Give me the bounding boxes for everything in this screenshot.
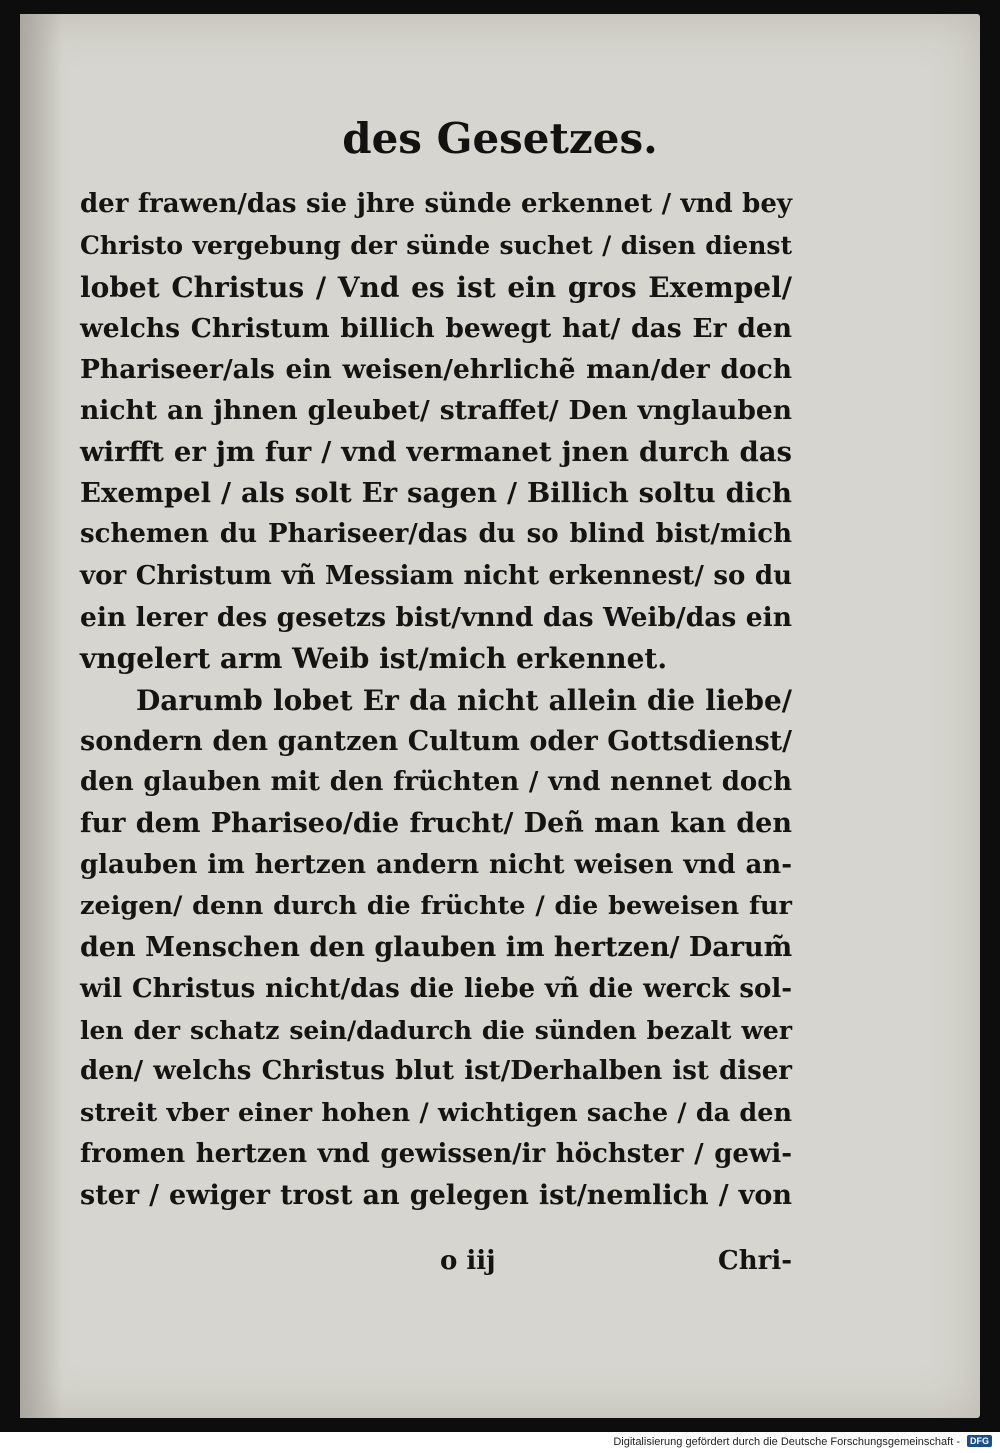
text-line: Christo vergebung der sünde suchet / disen dienst (80, 231, 792, 261)
text-line: sondern den gantzen Cultum oder Gottsdienst/ (80, 725, 792, 757)
text-line: fromen hertzen vnd gewissen/ir höchster / gewi- (80, 1138, 792, 1169)
text-line: wil Christus nicht/das die liebe vñ die werck sol- (80, 973, 792, 1004)
text-line: nicht an jhnen gleubet/ straffet/ Den vnglauben (80, 395, 792, 427)
text-line: vngelert arm Weib ist/mich erkennet. (80, 642, 668, 676)
text-line: zeigen/ denn durch die früchte / die beweisen fur (80, 891, 792, 922)
text-line: welchs Christum billich bewegt hat/ das Er den (80, 312, 792, 344)
dfg-logo: DFG (967, 1435, 992, 1447)
text-line: streit vber einer hohen / wichtigen sache / da den (80, 1097, 792, 1128)
page-gutter (20, 14, 62, 1418)
body-text (80, 184, 792, 1216)
signature-mark: o iij (440, 1246, 496, 1276)
running-header: des Gesetzes. (342, 114, 658, 163)
text-line: den Menschen den glauben im hertzen/ Darum̃ (80, 932, 793, 964)
text-line: glauben im hertzen andern nicht weisen vnd an- (80, 849, 792, 880)
book-page (20, 14, 980, 1418)
text-line: ein lerer des gesetzs bist/vnnd das Weib/das ein (80, 601, 792, 633)
text-line: Phariseer/als ein weisen/ehrlichẽ man/der doch (80, 354, 792, 386)
text-line: ster / ewiger trost an gelegen ist/nemlich / von (80, 1180, 792, 1212)
signature-row (80, 1246, 792, 1288)
catchword: Chri- (718, 1246, 792, 1276)
text-line: Exempel / als solt Er sagen / Billich soltu dich (80, 477, 792, 510)
text-line: den glauben mit den früchten / vnd nennet doch (80, 767, 792, 798)
text-line: Darumb lobet Er da nicht allein die liebe/ (136, 683, 792, 717)
text-line: schemen du Phariseer/das du so blind bist/mich (80, 519, 792, 550)
footer-credit: Digitalisierung gefördert durch die Deutsche Forschungsgemeinschaft - (613, 1436, 960, 1448)
text-line: vor Christum vñ Messiam nicht erkennest/ so du (80, 560, 792, 591)
text-line: len der schatz sein/dadurch die sünden bezalt wer (80, 1015, 792, 1045)
text-line: fur dem Phariseo/die frucht/ Deñ man kan den (80, 808, 792, 840)
text-line: den/ welchs Christus blut ist/Derhalben ist diser (80, 1056, 792, 1087)
text-line: lobet Christus / Vnd es ist ein gros Exempel/ (80, 270, 792, 304)
text-line: wirfft er jm fur / vnd vermanet jnen durch das (80, 435, 792, 468)
footer-bar (0, 1432, 1000, 1453)
text-line: der frawen/das sie jhre sünde erkennet / vnd bey (80, 189, 792, 219)
